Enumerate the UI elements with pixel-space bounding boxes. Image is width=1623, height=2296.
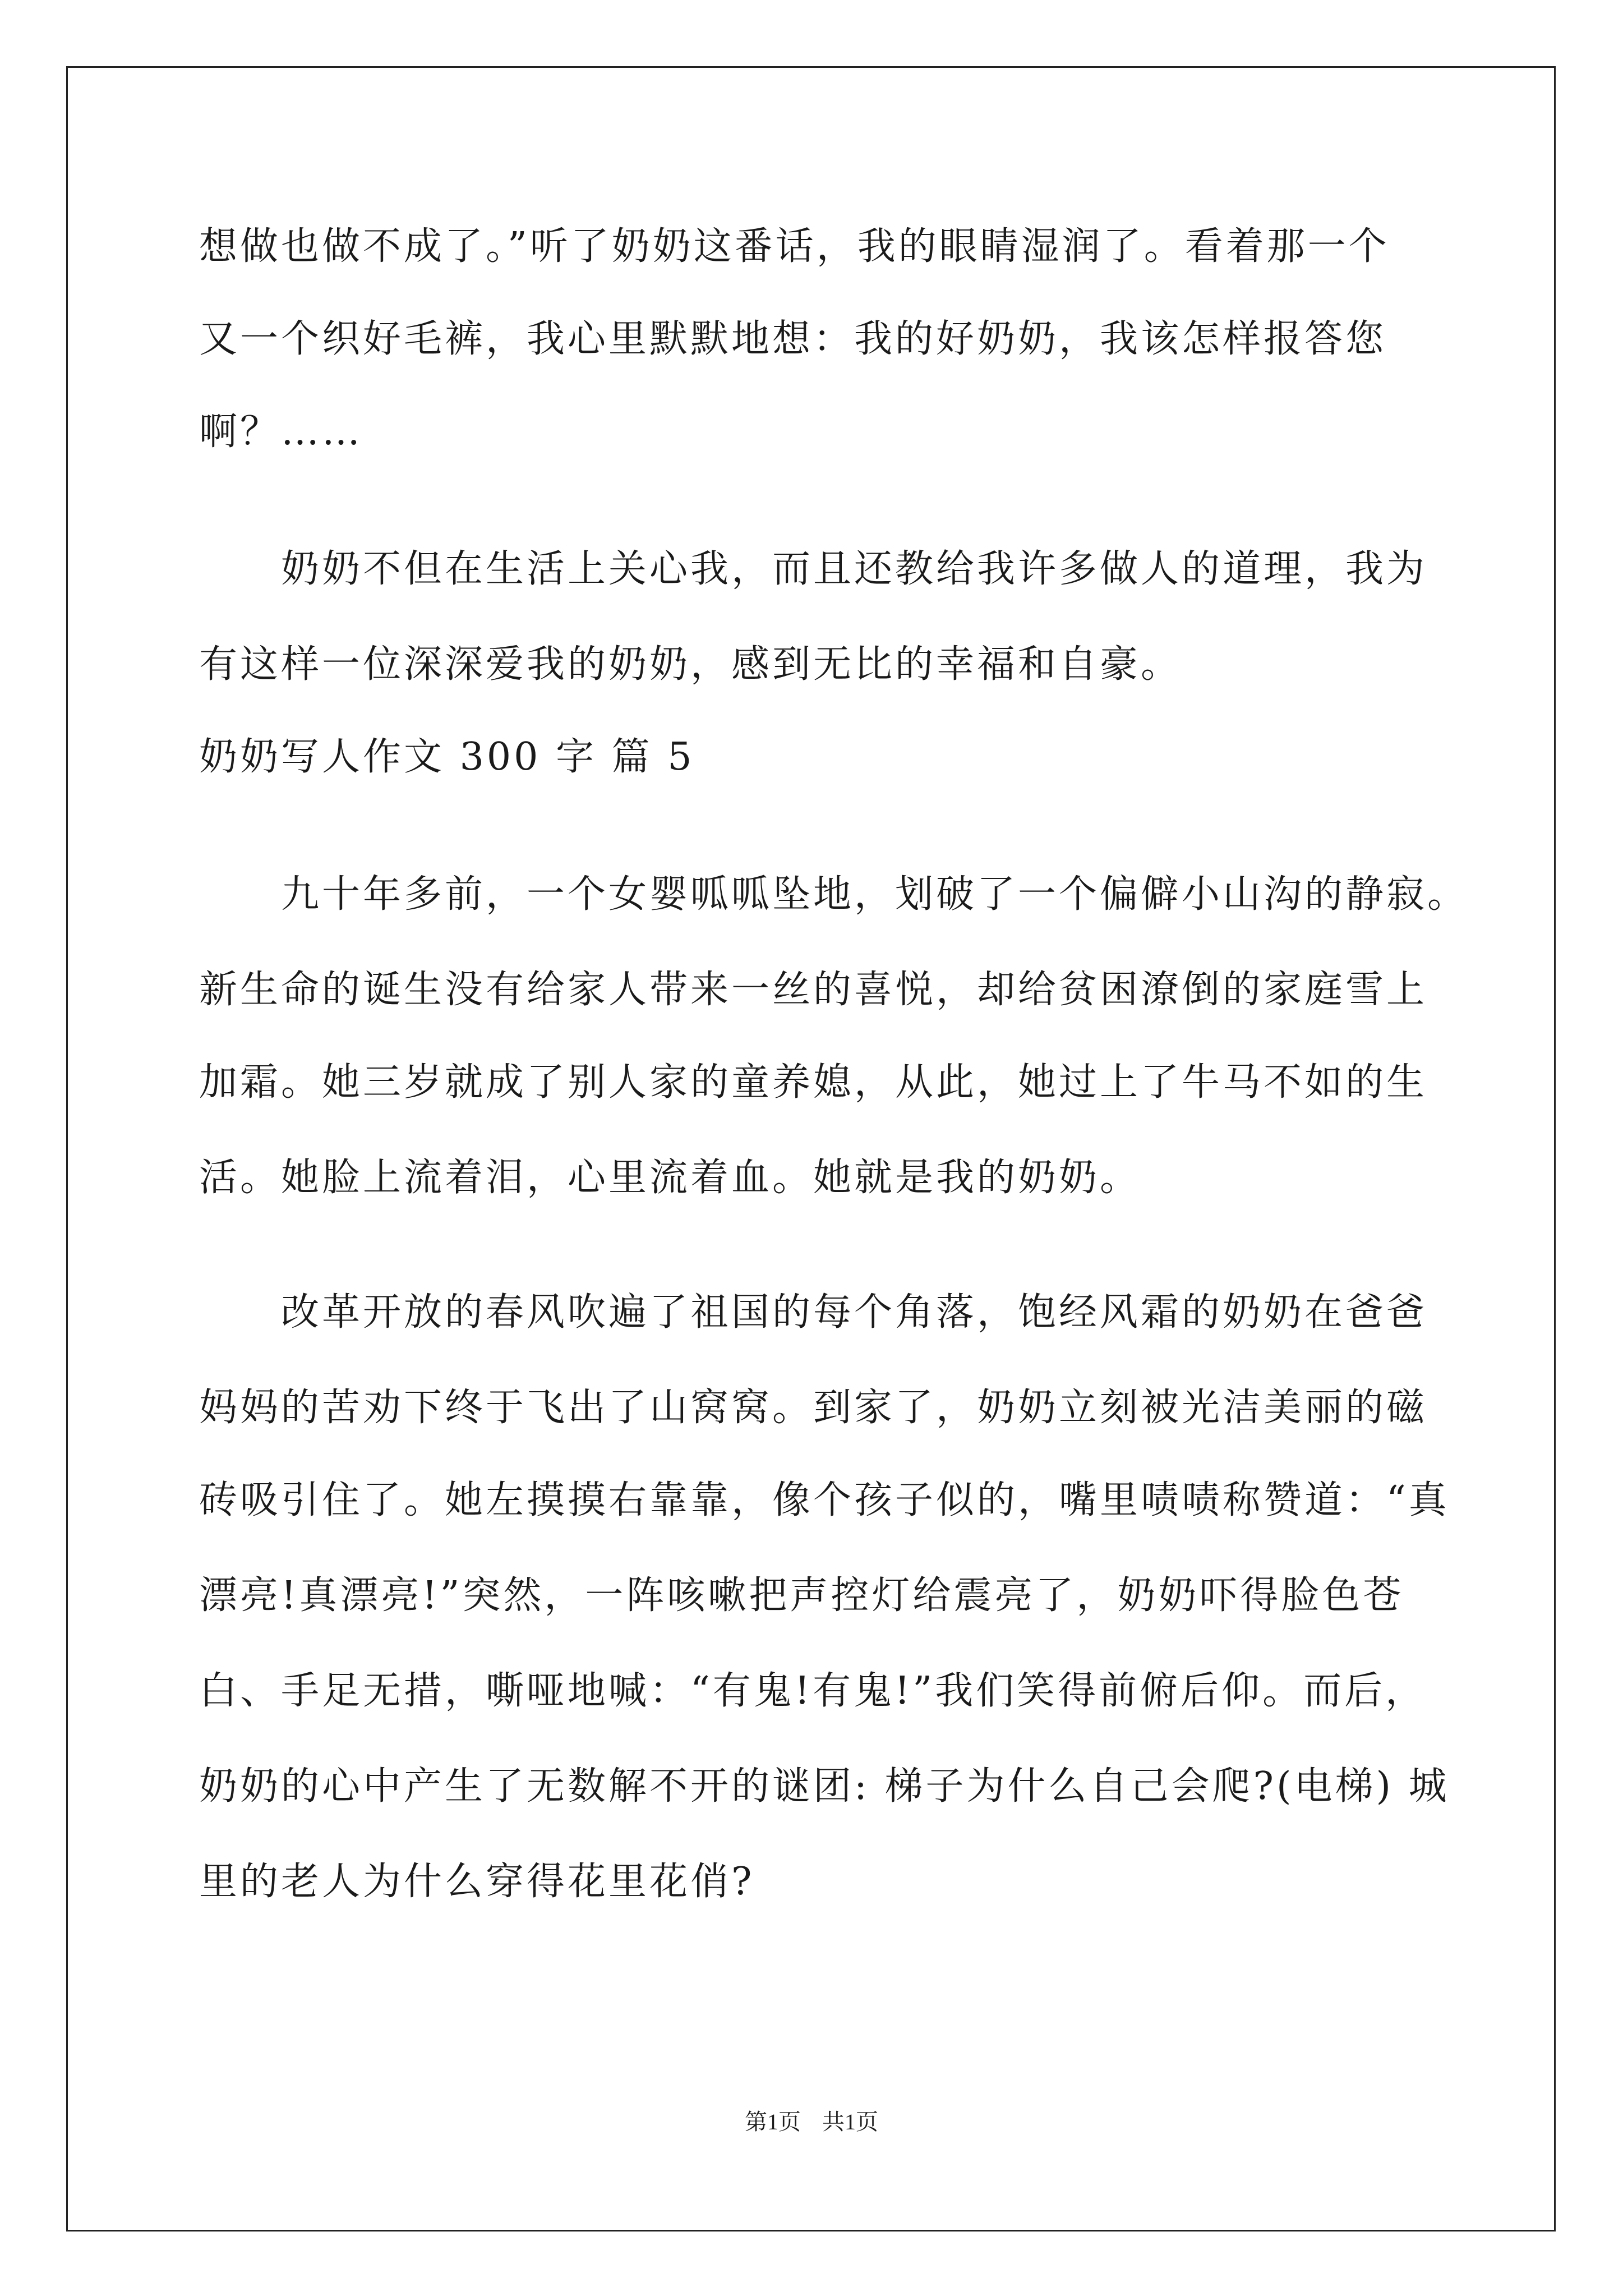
text-line: 妈妈的苦劝下终于飞出了山窝窝。到家了，奶奶立刻被光洁美丽的磁: [199, 1386, 1428, 1430]
text-line: 有这样一位深深爱我的奶奶，感到无比的幸福和自豪。: [199, 642, 1182, 687]
text-line: 白、手足无措，嘶哑地喊：“有鬼!有鬼!”我们笑得前俯后仰。而后，: [199, 1669, 1427, 1713]
text-line: 想做也做不成了。”听了奶奶这番话，我的眼睛湿润了。看着那一个: [199, 224, 1390, 269]
text-line: 加霜。她三岁就成了别人家的童养媳，从此，她过上了牛马不如的生: [199, 1060, 1428, 1105]
text-line: 砖吸引住了。她左摸摸右靠靠，像个孩子似的，嘴里啧啧称赞道：“真: [199, 1478, 1450, 1522]
text-line: 改革开放的春风吹遍了祖国的每个角落，饱经风霜的奶奶在爸爸: [281, 1290, 1428, 1335]
page-footer: [0, 2105, 1623, 2139]
text-line: 活。她脸上流着泪，心里流着血。她就是我的奶奶。: [199, 1156, 1141, 1200]
text-line: 奶奶不但在生活上关心我，而且还教给我许多做人的道理，我为: [281, 547, 1428, 591]
page-number-current: 第1页: [745, 2109, 801, 2134]
section-heading: 奶奶写人作文 300 字 篇 5: [199, 735, 695, 779]
text-line: 新生命的诞生没有给家人带来一丝的喜悦，却给贫困潦倒的家庭雪上: [199, 968, 1428, 1012]
text-line: 啊？……: [199, 409, 363, 454]
text-line: 九十年多前，一个女婴呱呱坠地，划破了一个偏僻小山沟的静寂。: [281, 872, 1469, 917]
text-line: 奶奶的心中产生了无数解不开的谜团: 梯子为什么自己会爬?(电梯) 城: [199, 1764, 1450, 1809]
text-line: 又一个织好毛裤，我心里默默地想：我的好奶奶，我该怎样报答您: [199, 317, 1387, 361]
text-line: 漂亮!真漂亮!”突然，一阵咳嗽把声控灯给震亮了，奶奶吓得脸色苍: [199, 1573, 1404, 1618]
page-number-total: 共1页: [822, 2109, 878, 2134]
text-line: 里的老人为什么穿得花里花俏?: [199, 1860, 755, 1904]
